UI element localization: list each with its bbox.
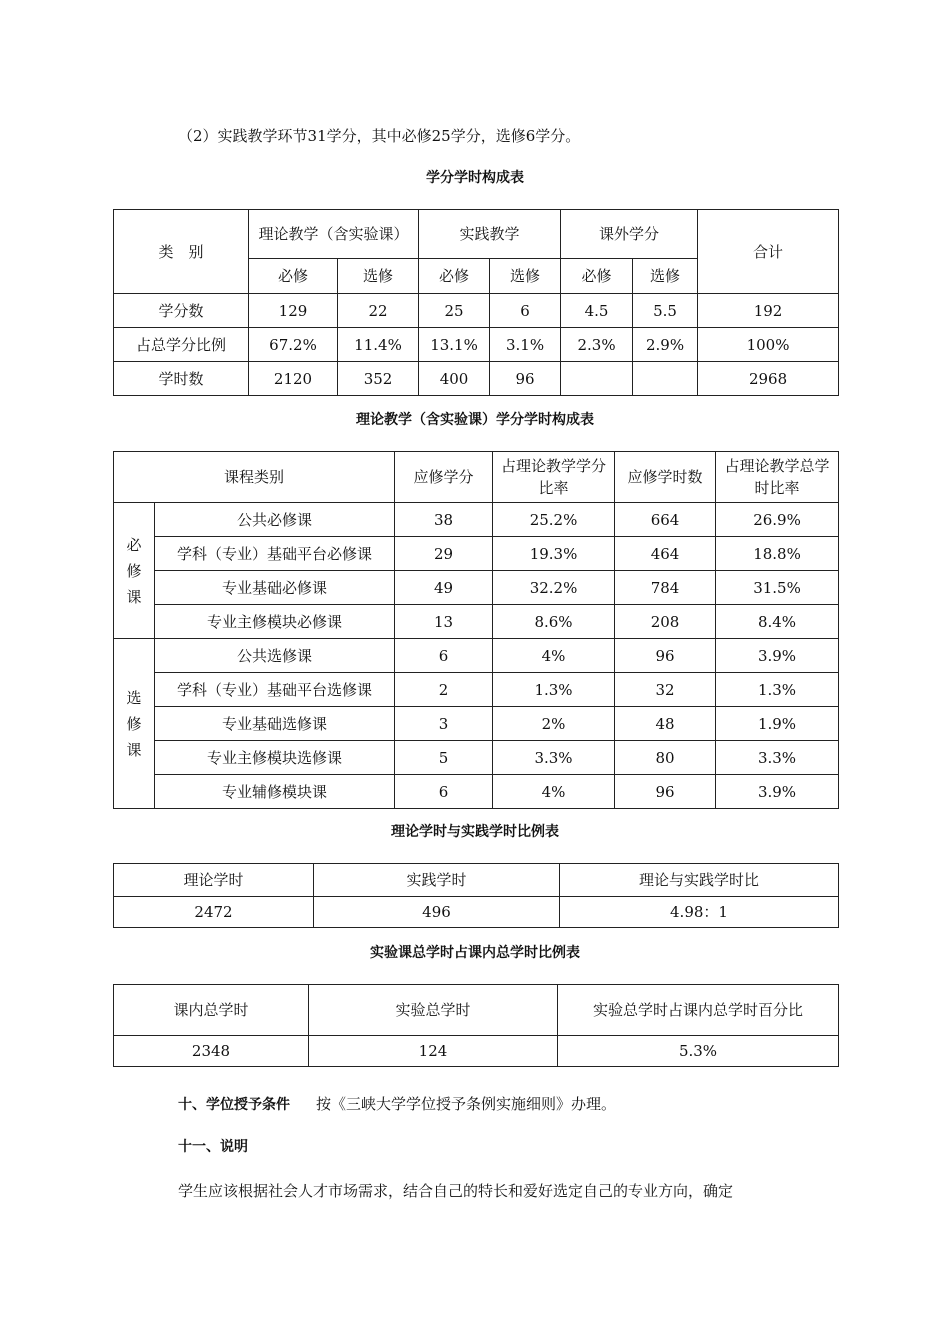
course-name: 学科（专业）基础平台必修课 [155,537,395,571]
header-elective: 选修 [338,259,419,294]
cell: 664 [615,503,716,537]
cell: 1.3% [493,673,615,707]
cell: 352 [338,362,419,396]
cell: 22 [338,294,419,328]
cell: 6 [395,639,493,673]
cell: 25.2% [493,503,615,537]
cell: 8.6% [493,605,615,639]
cell: 8.4% [716,605,839,639]
cell: 2968 [698,362,839,396]
cell: 96 [615,639,716,673]
header-theory-hours: 理论学时 [114,864,314,897]
cell: 3 [395,707,493,741]
course-name: 公共必修课 [155,503,395,537]
cell: 2472 [114,897,314,928]
cell: 4.98：1 [560,897,839,928]
table-row [114,362,839,396]
closing-paragraph: 学生应该根据社会人才市场需求，结合自己的特长和爱好选定自己的专业方向，确定 [178,1182,734,1200]
cell: 3.9% [716,775,839,809]
table-row [114,328,839,362]
cell: 1.9% [716,707,839,741]
cell: 464 [615,537,716,571]
header-course-category: 课程类别 [114,452,395,503]
cell: 2 [395,673,493,707]
header-extra-credit: 课外学分 [561,210,698,259]
cell [633,362,698,396]
theory-practice-ratio-table [113,863,839,928]
header-required: 必修 [249,259,338,294]
header-ratio: 理论与实践学时比 [560,864,839,897]
section-10 [178,1093,616,1116]
cell: 32.2% [493,571,615,605]
header-required-hours: 应修学时数 [615,452,716,503]
group-elective-label: 选 修 课 [114,639,155,809]
cell: 38 [395,503,493,537]
table-row [114,537,839,571]
cell: 80 [615,741,716,775]
cell: 4% [493,775,615,809]
cell: 129 [249,294,338,328]
table-row [114,741,839,775]
cell: 208 [615,605,716,639]
header-required-credits: 应修学分 [395,452,493,503]
table-row [114,639,839,673]
section-10-text: 按《三峡大学学位授予条例实施细则》办理。 [316,1095,617,1113]
cell: 1.3% [716,673,839,707]
table2-title: 理论教学（含实验课）学分学时构成表 [356,412,594,428]
row-label: 学分数 [114,294,249,328]
cell: 18.8% [716,537,839,571]
cell: 784 [615,571,716,605]
table-row [114,503,839,537]
table-row [114,571,839,605]
cell: 2.9% [633,328,698,362]
cell: 5.3% [558,1036,839,1067]
cell: 2348 [114,1036,309,1067]
cell: 25 [419,294,490,328]
course-name: 公共选修课 [155,639,395,673]
header-elective: 选修 [490,259,561,294]
cell: 192 [698,294,839,328]
table-row [114,707,839,741]
course-name: 专业基础选修课 [155,707,395,741]
table-row [114,673,839,707]
cell: 3.3% [716,741,839,775]
row-label: 占总学分比例 [114,328,249,362]
header-required: 必修 [419,259,490,294]
cell: 96 [615,775,716,809]
table4-title: 实验课总学时占课内总学时比例表 [370,945,580,961]
header-total-class-hours: 课内总学时 [114,985,309,1036]
cell: 2% [493,707,615,741]
cell: 6 [490,294,561,328]
cell: 4% [493,639,615,673]
section-11-heading: 十一、说明 [178,1139,248,1155]
header-total: 合计 [698,210,839,294]
cell: 96 [490,362,561,396]
cell: 3.1% [490,328,561,362]
header-theory: 理论教学（含实验课） [249,210,419,259]
cell: 4.5 [561,294,633,328]
cell: 49 [395,571,493,605]
table-row [114,775,839,809]
cell: 31.5% [716,571,839,605]
table-row [114,294,839,328]
table-row [114,1036,839,1067]
cell: 26.9% [716,503,839,537]
cell: 400 [419,362,490,396]
lab-hours-ratio-table [113,984,839,1067]
cell [561,362,633,396]
course-name: 专业主修模块选修课 [155,741,395,775]
header-required: 必修 [561,259,633,294]
intro-paragraph: （2）实践教学环节31学分，其中必修25学分，选修6学分。 [178,127,581,145]
cell: 32 [615,673,716,707]
cell: 3.3% [493,741,615,775]
row-label: 学时数 [114,362,249,396]
header-lab-hours: 实验总学时 [309,985,558,1036]
cell: 2120 [249,362,338,396]
table-row [114,605,839,639]
cell: 2.3% [561,328,633,362]
cell: 124 [309,1036,558,1067]
cell: 496 [314,897,560,928]
cell: 13 [395,605,493,639]
table3-title: 理论学时与实践学时比例表 [391,824,559,840]
header-category: 类 别 [114,210,249,294]
cell: 19.3% [493,537,615,571]
cell: 5.5 [633,294,698,328]
credit-hours-table [113,209,839,396]
cell: 5 [395,741,493,775]
cell: 13.1% [419,328,490,362]
header-practice-hours: 实践学时 [314,864,560,897]
cell: 3.9% [716,639,839,673]
table-row [114,897,839,928]
cell: 6 [395,775,493,809]
cell: 100% [698,328,839,362]
cell: 67.2% [249,328,338,362]
header-elective: 选修 [633,259,698,294]
section-10-heading: 十、学位授予条件 [178,1097,290,1113]
table1-title: 学分学时构成表 [426,170,524,186]
header-lab-percentage: 实验总学时占课内总学时百分比 [558,985,839,1036]
theory-teaching-table [113,451,839,809]
cell: 11.4% [338,328,419,362]
course-name: 专业辅修模块课 [155,775,395,809]
cell: 29 [395,537,493,571]
course-name: 学科（专业）基础平台选修课 [155,673,395,707]
course-name: 专业主修模块必修课 [155,605,395,639]
course-name: 专业基础必修课 [155,571,395,605]
header-practice: 实践教学 [419,210,561,259]
group-required-label: 必 修 课 [114,503,155,639]
header-credit-ratio: 占理论教学学分比率 [493,452,615,503]
cell: 48 [615,707,716,741]
header-hours-ratio: 占理论教学总学时比率 [716,452,839,503]
